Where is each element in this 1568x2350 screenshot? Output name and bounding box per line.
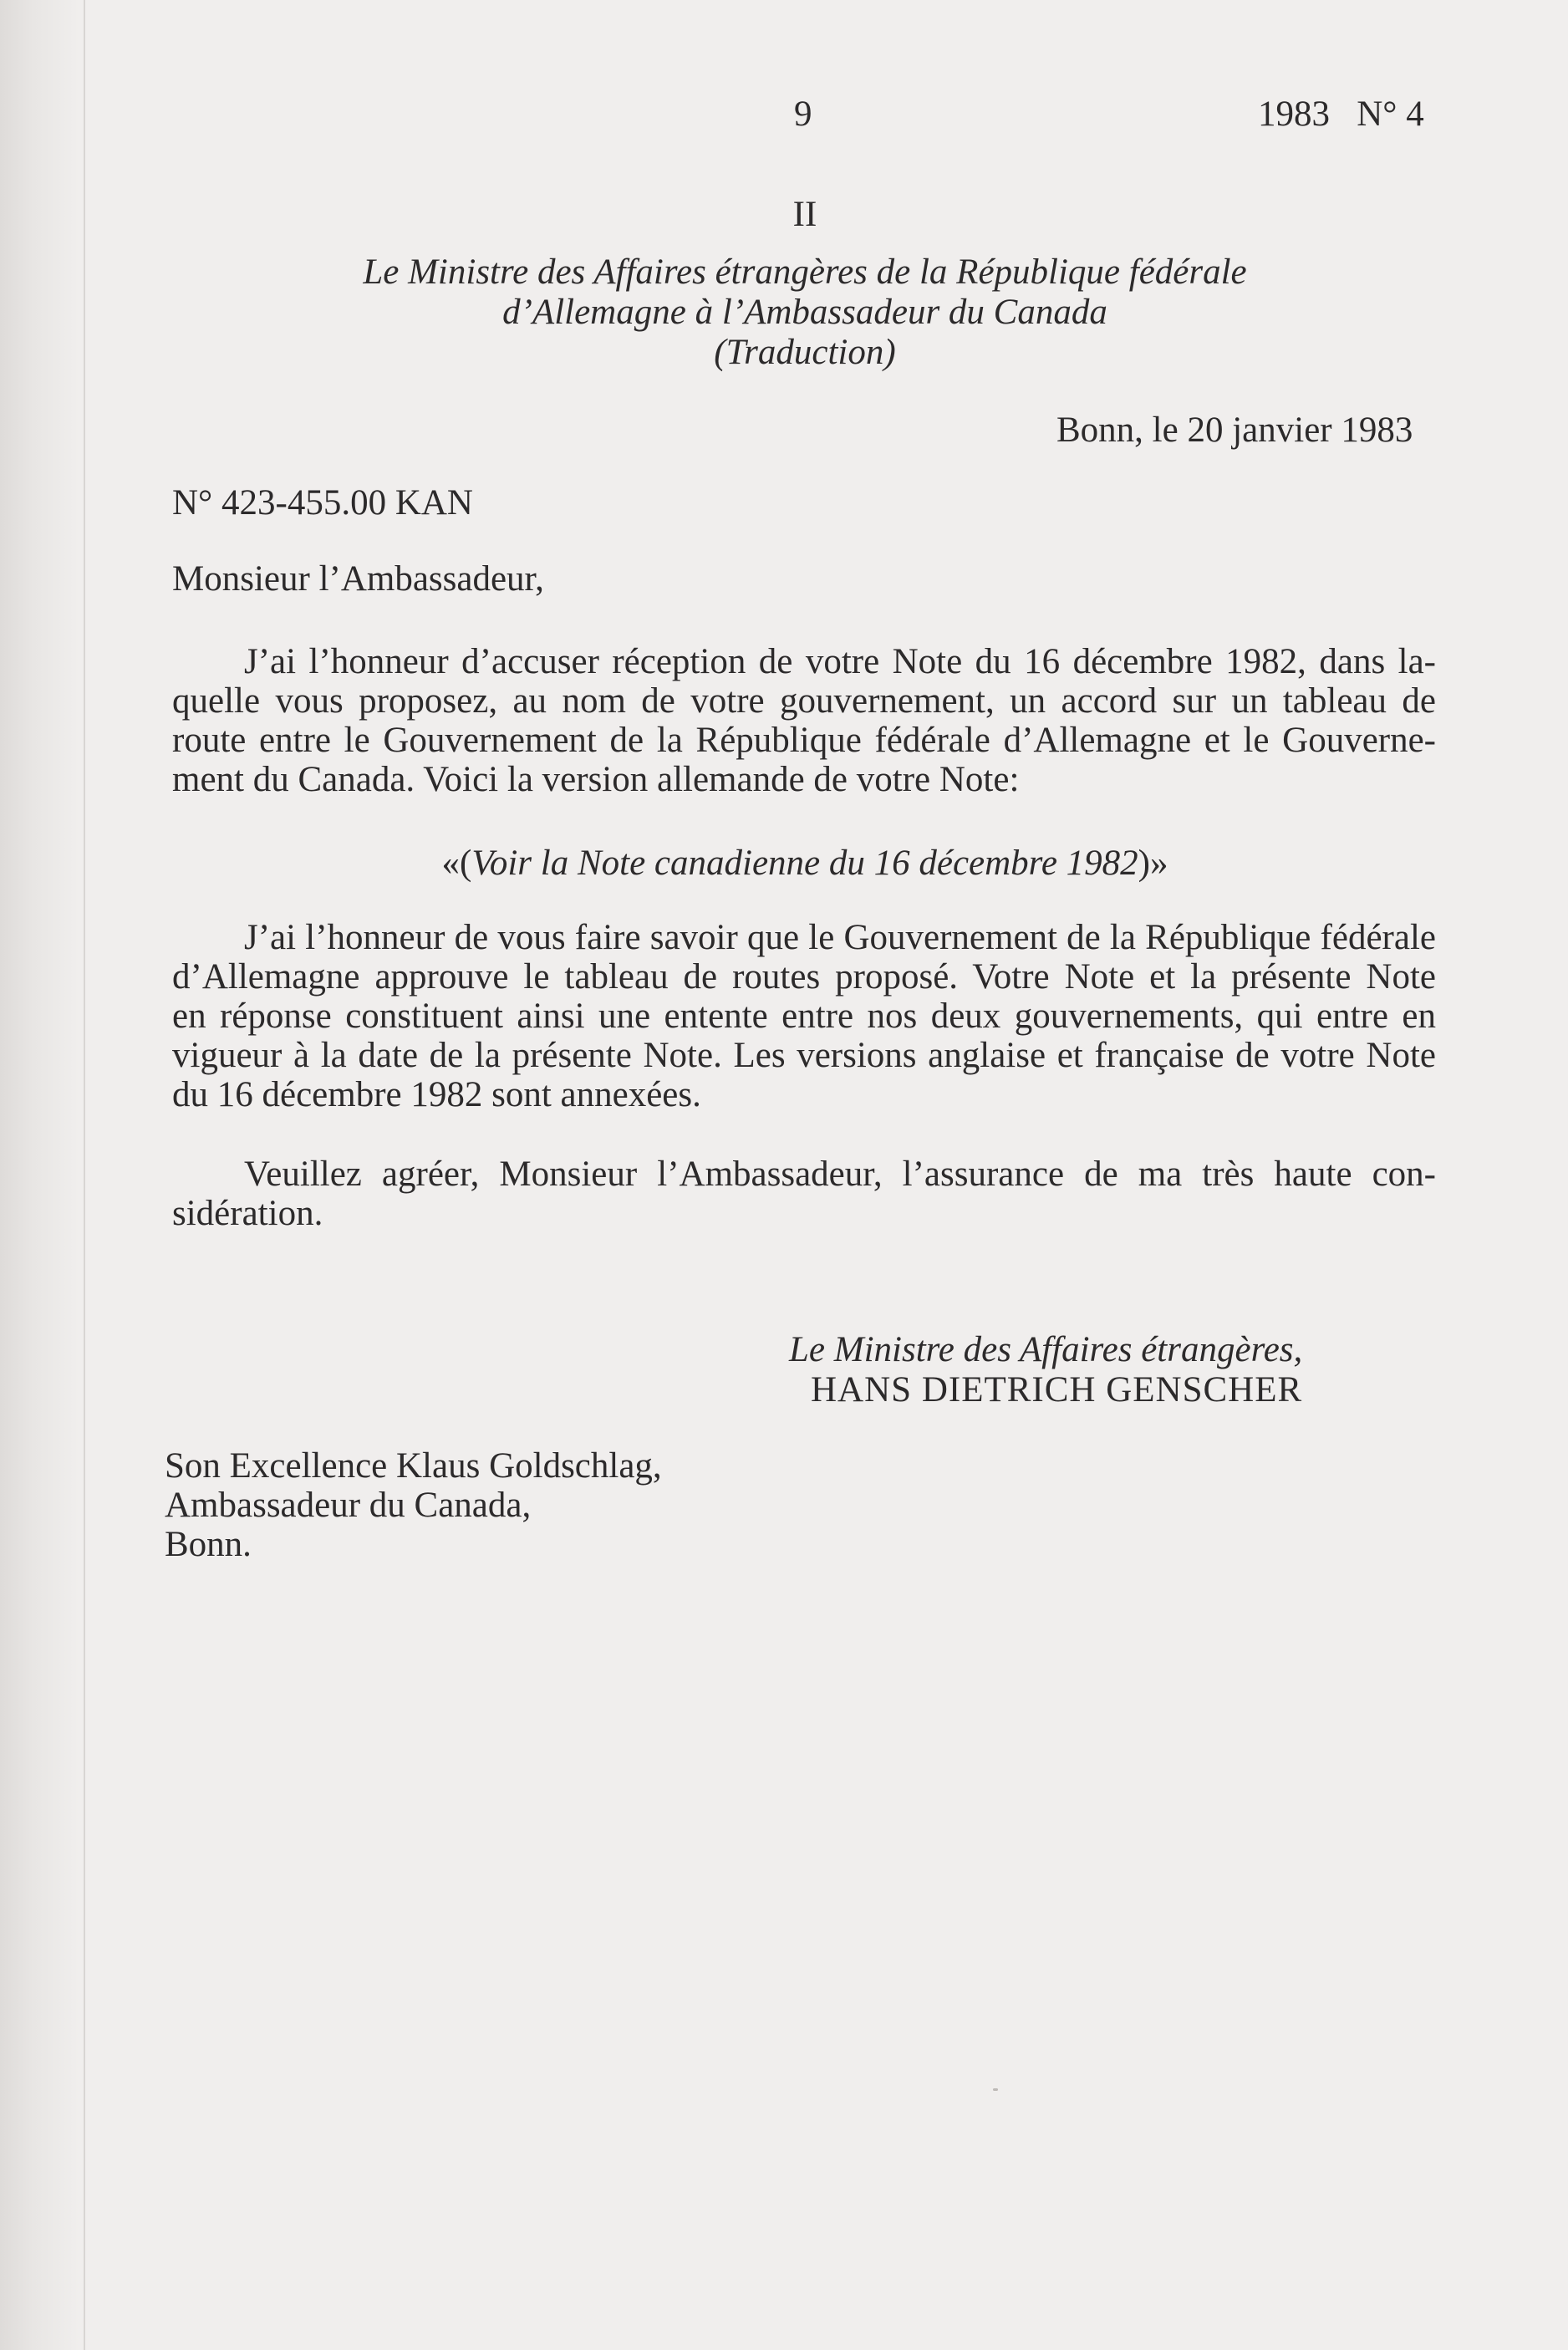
heading-line: d’Allemagne à l’Ambassadeur du Canada (502, 293, 1107, 332)
paragraph-line: en réponse constituent ainsi une entente entre nos deux gouvernements, qui entre en (172, 997, 1436, 1036)
salutation: Monsieur l’Ambassadeur, (172, 559, 544, 599)
reference-number: N° 423-455.00 KAN (172, 483, 473, 523)
addressee-block (165, 1446, 662, 1564)
paragraph-line: vigueur à la date de la présente Note. Les versions anglaise et française de votre Note (172, 1036, 1436, 1075)
quoted-note-reference (0, 843, 1568, 884)
paragraph-approval (172, 918, 1436, 1114)
addressee-line: Bonn. (165, 1525, 252, 1564)
signatory-title: Le Ministre des Affaires étrangères, (789, 1330, 1303, 1369)
quote-open: «( (441, 844, 472, 883)
paragraph-line: du 16 décembre 1982 sont annexées. (172, 1075, 701, 1114)
paper-speck (993, 2088, 998, 2091)
paragraph-line: d’Allemagne approuve le tableau de routes proposé. Votre Note et la présente Note (172, 957, 1436, 997)
paragraph-line: quelle vous proposez, au nom de votre gouvernement, un accord sur un tableau de (172, 681, 1436, 721)
heading-line: (Traduction) (714, 333, 896, 372)
paragraph-line: J’ai l’honneur d’accuser réception de votre Note du 16 décembre 1982, dans la- (244, 642, 1436, 681)
paragraph-acknowledgement (172, 642, 1436, 799)
section-number: II (792, 195, 817, 234)
paragraph-line: route entre le Gouvernement de la République fédérale d’Allemagne et le Gouverne- (172, 721, 1436, 760)
paragraph-closing (172, 1155, 1436, 1233)
paragraph-line: J’ai l’honneur de vous faire savoir que le Gouvernement de la République fédérale (244, 918, 1436, 957)
issue-number: 1983 N° 4 (1258, 94, 1424, 134)
page-number: 9 (794, 94, 812, 134)
signatory-name: HANS DIETRICH GENSCHER (811, 1370, 1303, 1409)
addressee-line: Ambassadeur du Canada, (165, 1486, 532, 1525)
letter-heading (0, 252, 1568, 373)
quote-close: )» (1138, 844, 1168, 883)
paragraph-line: sidération. (172, 1194, 323, 1233)
quote-text: Voir la Note canadienne du 16 décembre 1982 (471, 844, 1138, 883)
paragraph-line: Veuillez agréer, Monsieur l’Ambassadeur, l’assurance de ma très haute con- (244, 1155, 1436, 1194)
addressee-line: Son Excellence Klaus Goldschlag, (165, 1446, 662, 1486)
heading-line: Le Ministre des Affaires étrangères de la République fédérale (363, 252, 1247, 292)
paragraph-line: ment du Canada. Voici la version allemande de votre Note: (172, 760, 1020, 799)
place-date: Bonn, le 20 janvier 1983 (1056, 410, 1413, 450)
